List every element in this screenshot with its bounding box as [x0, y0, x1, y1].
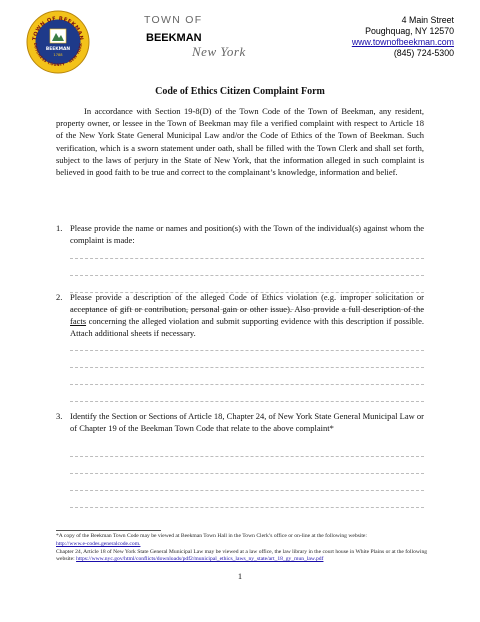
question-3-text: Identify the Section or Sections of Article 18, Chapter 24, of New York State General Municipal Law or of Chapter 19 of the Beekman Town Code that relate to the above complaint*: [70, 411, 424, 433]
form-title: Code of Ethics Citizen Complaint Form: [155, 86, 325, 97]
seal-center-text: BEEKMAN: [45, 47, 71, 52]
question-2: [56, 291, 424, 339]
question-2-text-before: Please provide a description of the alleged Code of Ethics violation (e.g. improper solicitation or acceptance of gift or contribution, personal gain or other issue). Also provide a full description of the: [70, 292, 424, 314]
question-3-number: 3.: [56, 411, 63, 421]
answer-line[interactable]: [70, 384, 424, 385]
footnote-separator: [56, 530, 161, 531]
answer-line[interactable]: [70, 401, 424, 402]
address-phone: (845) 724-5300: [393, 48, 454, 58]
intro-paragraph: In accordance with Section 19-8(D) of the Town Code of the Town of Beekman, any resident, property owner, or lessee in the Town of Beekman may file a verified complaint with respect to Article 18 of the New York State General Municipal Law and/or the Code of Ethics of the Town of Beekman. Such verification, which is a sworn statement under oath, shall be filled with the Town Clerk and shall set forth, subject to the laws of perjury in the State of New York, that the information alleged in such complaint is believed in good faith to be true and correct to the complainant’s knowledge, information and belief.: [56, 106, 424, 178]
question-2-underlined-word: facts: [70, 316, 87, 326]
question-1: [56, 222, 424, 246]
seal-bottom-text: DUTCHESS COUNTY · NEW YORK: [32, 42, 84, 68]
answer-line[interactable]: [70, 490, 424, 491]
question-1-number: 1.: [56, 223, 63, 233]
answer-line[interactable]: [70, 473, 424, 474]
address-block: [352, 15, 454, 59]
address-street: 4 Main Street: [401, 15, 454, 25]
answer-line[interactable]: [70, 275, 424, 276]
letterhead-town-of: TOWN OF: [144, 14, 203, 26]
footnote-line-2: Chapter 24, Article 18 of New York State General Municipal Law may be viewed at a law office, the law library in the court house in White Plains or at the following website:: [56, 548, 428, 563]
answer-line[interactable]: [70, 367, 424, 368]
ecode-link[interactable]: http://www.e-codes.generalcode.com.: [56, 540, 141, 547]
question-1-text: Please provide the name or names and position(s) with the Town of the individual(s) against whom the complaint is made:: [70, 223, 424, 245]
answer-line[interactable]: [70, 507, 424, 508]
letterhead-state: New York: [192, 44, 246, 59]
question-2-text-after: concerning the alleged violation and submit supporting evidence with this description if possible. Attach additional sheets if necessary.: [70, 316, 424, 338]
answer-line[interactable]: [70, 350, 424, 351]
town-seal-logo: [26, 10, 90, 74]
footnote-line-1: *A copy of the Beekman Town Code may be viewed at Beekman Town Hall in the Town Clerk’s office or on-line at the following website:: [56, 533, 367, 539]
seal-year: 1788: [53, 53, 63, 57]
answer-3-lines[interactable]: [70, 456, 424, 524]
footnote: [56, 530, 428, 564]
page-number: 1: [237, 571, 243, 581]
question-2-number: 2.: [56, 292, 63, 302]
letterhead-name: BEEKMAN: [146, 32, 202, 44]
answer-line[interactable]: [70, 258, 424, 259]
website-link[interactable]: www.townofbeekman.com: [351, 37, 454, 47]
question-3: [56, 410, 424, 434]
answer-2-lines[interactable]: [70, 350, 424, 418]
seal-top-text: TOWN OF BEEKMAN: [31, 15, 85, 41]
gml-law-link[interactable]: https://www.nyc.gov/html/conflicts/downloads/pdf2/municipal_ethics_laws_ny_state/art_18_gy_mun_law.pdf: [76, 556, 324, 563]
answer-line[interactable]: [70, 456, 424, 457]
address-city: Poughquag, NY 12570: [365, 26, 454, 36]
